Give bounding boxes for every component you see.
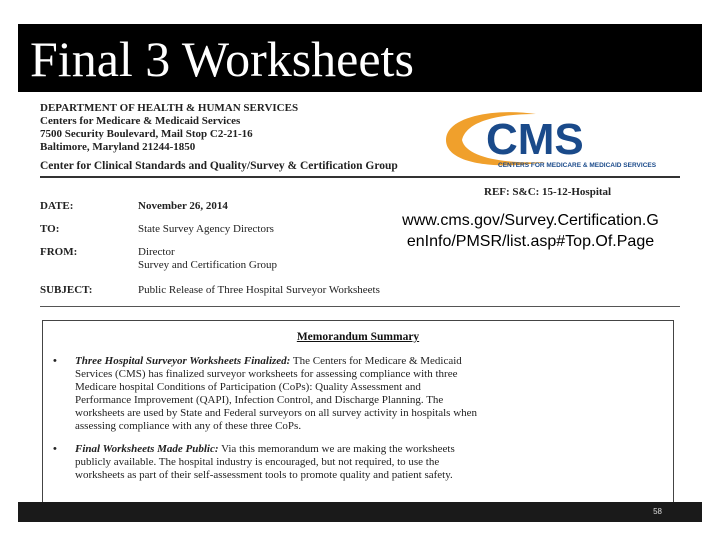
memo-to-value: State Survey Agency Directors xyxy=(138,223,274,235)
bullet-line: Performance Improvement (QAPI), Infection Control, and Discharge Planning. The xyxy=(75,394,444,406)
bullet-line: publicly available. The hospital industry is encouraged, but not required, to use the xyxy=(75,456,440,468)
memorandum-summary-box xyxy=(42,320,674,502)
department-header xyxy=(40,102,298,154)
memo-from-value-line: Survey and Certification Group xyxy=(138,259,277,271)
memo-date-label: DATE: xyxy=(40,200,74,212)
cms-logo-tagline: CENTERS FOR MEDICARE & MEDICAID SERVICES xyxy=(498,162,657,169)
url-overlay[interactable] xyxy=(363,210,698,252)
slide-footer-bar xyxy=(18,502,702,522)
bullet-line: worksheets as part of their self-assessment tools to promote quality and patient safety. xyxy=(75,469,453,481)
department-line: DEPARTMENT OF HEALTH & HUMAN SERVICES xyxy=(40,102,299,114)
memorandum-summary-title: Memorandum Summary xyxy=(296,331,420,343)
memo-reference: REF: S&C: 15-12-Hospital xyxy=(484,186,612,198)
bullet-dot-icon: • xyxy=(53,443,57,455)
bullet-dot-icon: • xyxy=(53,355,57,367)
memo-divider xyxy=(40,306,680,307)
bullet-line xyxy=(75,443,455,456)
bullet-text: Via this memorandum we are making the worksheets xyxy=(221,443,455,455)
memo-subject-label: SUBJECT: xyxy=(40,284,93,296)
memo-from-label: FROM: xyxy=(40,246,78,258)
bullet-line: worksheets are used by State and Federal surveyors on all survey activity in hospitals when xyxy=(75,407,478,419)
department-line: Centers for Medicare & Medicaid Services xyxy=(40,115,241,127)
memo-group-line: Center for Clinical Standards and Quality/Survey & Certification Group xyxy=(40,160,398,172)
cms-logo xyxy=(426,104,682,174)
bullet-line: Services (CMS) has finalized surveyor worksheets for assessing compliance with three xyxy=(75,368,458,380)
memo-to-label: TO: xyxy=(40,223,60,235)
slide-title-bar xyxy=(18,24,702,92)
department-line: 7500 Security Boulevard, Mail Stop C2-21-16 xyxy=(40,128,253,140)
memo-subject-value: Public Release of Three Hospital Surveyor Worksheets xyxy=(138,284,380,296)
department-line: Baltimore, Maryland 21244-1850 xyxy=(40,141,196,153)
memo-divider xyxy=(40,176,680,178)
slide-title: Final 3 Worksheets xyxy=(30,31,414,87)
bullet-text: The Centers for Medicare & Medicaid xyxy=(292,355,462,367)
url-line[interactable]: www.cms.gov/Survey.Certification.G xyxy=(402,212,659,229)
memo-document-image xyxy=(18,92,702,502)
cms-logo-text: CMS xyxy=(486,115,584,164)
memo-date-value: November 26, 2014 xyxy=(138,200,228,212)
memo-from-value xyxy=(138,246,277,272)
url-line[interactable]: enInfo/PMSR/list.asp#Top.Of.Page xyxy=(406,233,655,250)
bullet-line xyxy=(75,355,462,368)
bullet-lead: Final Worksheets Made Public: xyxy=(75,443,219,455)
memo-from-value-line: Director xyxy=(138,246,175,258)
bullet-line: assessing compliance with any of these three CoPs. xyxy=(75,420,302,432)
bullet-lead: Three Hospital Surveyor Worksheets Finalized: xyxy=(75,355,291,367)
page-number: 58 xyxy=(653,507,662,516)
bullet-line: Medicare hospital Conditions of Participation (CoPs): Quality Assessment and xyxy=(75,381,421,393)
